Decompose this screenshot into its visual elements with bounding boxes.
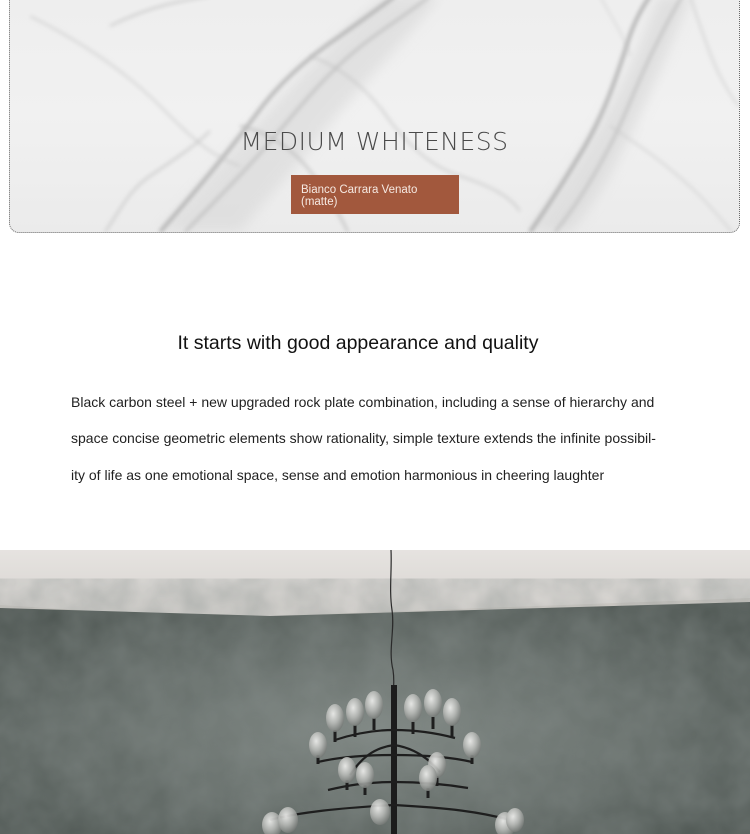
chandelier-photo	[0, 550, 750, 834]
swatch-name-line2: (matte)	[301, 196, 338, 208]
section-heading: It starts with good appearance and quality	[177, 332, 539, 354]
body-text-line-1: Black carbon steel + new upgraded rock plate combination, including a sense of hierarchy and	[71, 394, 655, 410]
body-text-line-3: ity of life as one emotional space, sense and emotion harmonious in cheering laughter	[71, 467, 605, 483]
swatch-name-line1: Bianco Carrara Venato	[301, 184, 418, 196]
swatch-name-tag	[291, 175, 459, 214]
body-text-line-2: space concise geometric elements show rationality, simple texture extends the infinite possibil-	[71, 430, 656, 446]
swatch-title: MEDIUM WHITENESS	[240, 127, 509, 156]
chandelier-illustration	[0, 550, 750, 834]
marble-swatch-card	[9, 0, 740, 233]
